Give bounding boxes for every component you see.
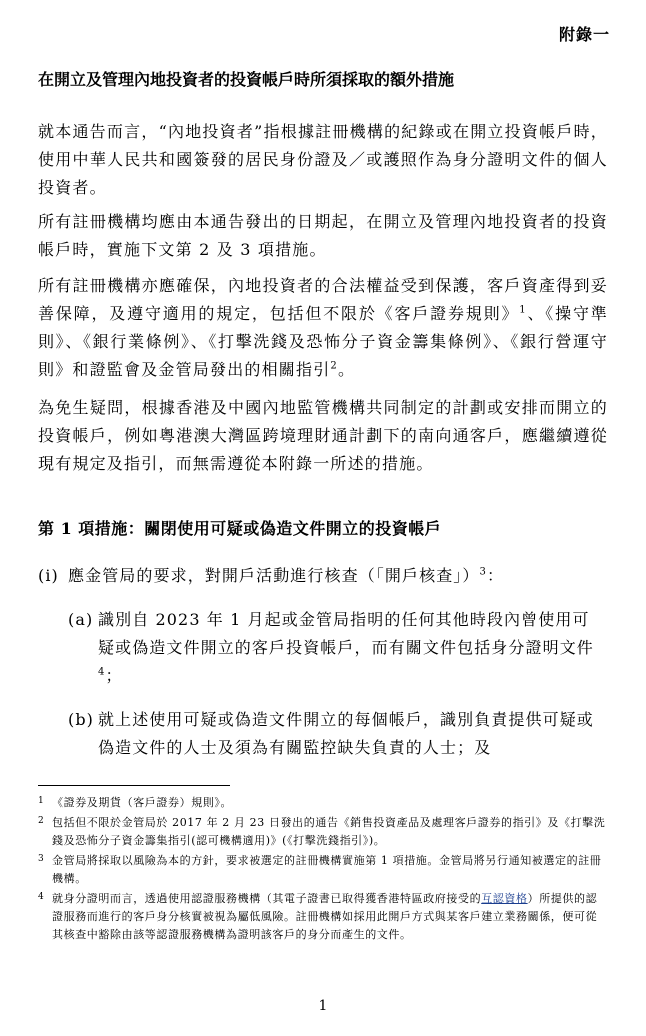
footnote-4-text-before: 就身分證明而言，透過使用認證服務機構（其電子證書已取得獲香港特區政府接受的 bbox=[52, 892, 482, 905]
item-a-body bbox=[98, 606, 604, 690]
item-b-marker: (b) bbox=[68, 710, 95, 729]
item-i-marker: (i) bbox=[38, 566, 59, 585]
footnote-2-number: 2 bbox=[38, 816, 45, 826]
appendix-label: 附錄一 bbox=[558, 25, 610, 44]
footnote-4-text-after: ）所提供的認證服務而進行的客戶身分核實被視為屬低風險。註冊機構如採用此開戶方式與某客戶建立業務關係，便可從其核查中豁除由該等認證服務機構為證明該客戶的身分而產生的文件。 bbox=[52, 892, 598, 941]
footnote-1-text: 《證券及期貨（客戶證券）規則》。 bbox=[52, 796, 233, 809]
paragraph-definition: 就本通告而言，“內地投資者”指根據註冊機構的紀錄或在開立投資帳戶時，使用中華人民共和國簽發的居民身份證及／或護照作為身分證明文件的個人投資者。 bbox=[38, 122, 608, 197]
mutual-recognition-link[interactable]: 互認資格 bbox=[481, 892, 528, 905]
footnote-ref-3: 3 bbox=[479, 566, 487, 578]
paragraph-compliance bbox=[38, 272, 608, 384]
footnote-ref-2: 2 bbox=[330, 360, 338, 372]
measure-1-heading: 第 1 項措施：關閉使用可疑或偽造文件開立的投資帳戶 bbox=[38, 519, 442, 538]
paragraph-implementation: 所有註冊機構均應由本通告發出的日期起，在開立及管理內地投資者的投資帳戶時，實施下文第 2 及 3 項措施。 bbox=[38, 212, 608, 259]
paragraph-compliance-text-b: 、《操守準則》、《銀行業條例》、《打擊洗錢及恐怖分子資金籌集條例》、《銀行營運守則》和證監會及金管局發出的相關指引 bbox=[38, 304, 608, 379]
footnote-3-text: 金管局將採取以風險為本的方針，要求被選定的註冊機構實施第 1 項措施。金管局將另行通知被選定的註冊機構。 bbox=[52, 854, 602, 885]
paragraph-compliance-text-c: 。 bbox=[337, 360, 356, 379]
item-a-tail: ； bbox=[105, 666, 123, 685]
document-title: 在開立及管理內地投資者的投資帳戶時所須採取的額外措施 bbox=[38, 70, 455, 89]
footnote-ref-1: 1 bbox=[519, 304, 527, 316]
footnote-ref-4: 4 bbox=[98, 666, 106, 678]
footnote-3-number: 3 bbox=[38, 854, 45, 864]
footnote-1-number: 1 bbox=[38, 796, 45, 806]
footnote-4-text bbox=[52, 890, 608, 944]
item-a-marker: (a) bbox=[68, 610, 94, 629]
paragraph-clarification: 為免生疑問，根據香港及中國內地監管機構共同制定的計劃或安排而開立的投資帳戶，例如粵港澳大灣區跨境理財通計劃下的南向通客戶，應繼續遵從現有規定及指引，而無需遵從本附錄一所述的措施。 bbox=[38, 398, 608, 473]
item-b-text: 就上述使用可疑或偽造文件開立的每個帳戶，識別負責提供可疑或偽造文件的人士及須為有關監控缺失負責的人士；及 bbox=[98, 710, 594, 757]
item-a-text: 識別自 2023 年 1 月起或金管局指明的任何其他時段內曾使用可疑或偽造文件開立的客戶投資帳戶，而有關文件包括身分證明文件 bbox=[98, 610, 594, 657]
footnote-4-number: 4 bbox=[38, 892, 45, 902]
item-i-body bbox=[68, 562, 608, 590]
item-i-tail: ： bbox=[486, 566, 505, 585]
footnote-2-text: 包括但不限於金管局於 2017 年 2 月 23 日發出的通告《銷售投資產品及處理客戶證券的指引》及《打擊洗錢及恐怖分子資金籌集指引(認可機構適用)》(《打擊洗錢指引》)。 bbox=[52, 816, 606, 847]
footnote-divider bbox=[38, 785, 230, 786]
item-i-text: 應金管局的要求，對開戶活動進行核查（「開戶核查」） bbox=[68, 566, 480, 585]
page-number: 1 bbox=[318, 998, 328, 1014]
paragraph-compliance-text-a: 所有註冊機構亦應確保，內地投資者的合法權益受到保護，客戶資產得到妥善保障，及遵守適用的規定，包括但不限於《客戶證券規則》 bbox=[38, 276, 608, 323]
